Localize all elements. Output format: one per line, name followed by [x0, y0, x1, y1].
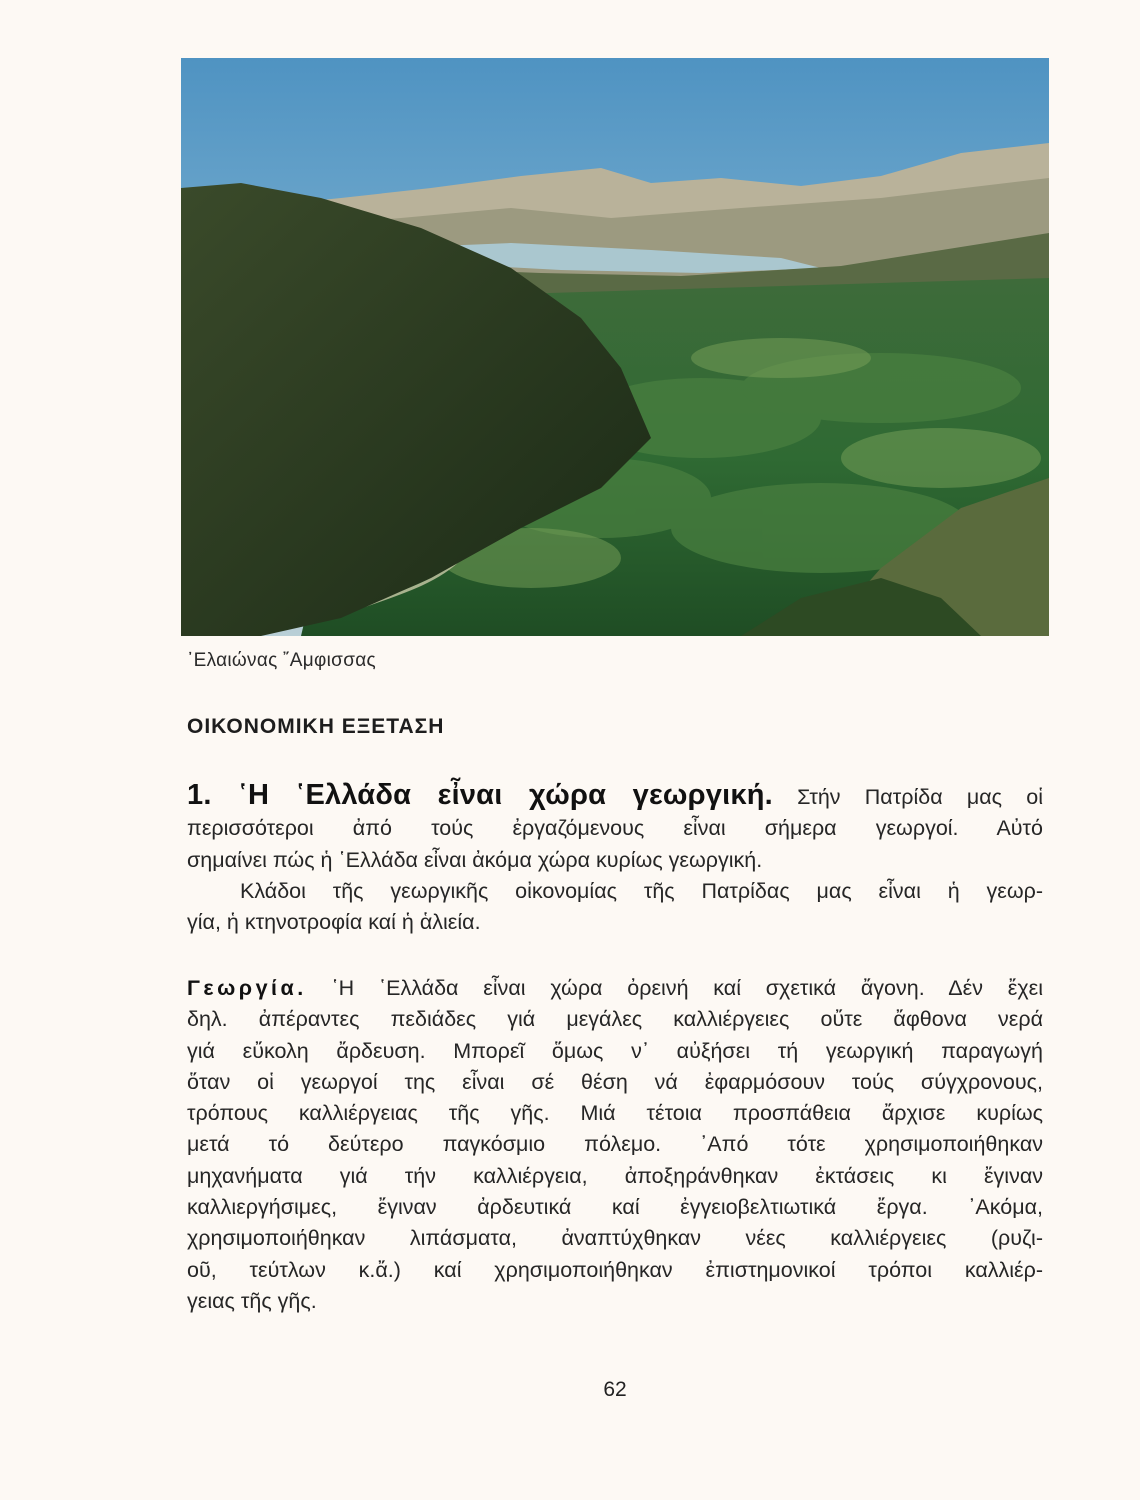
landscape-photo	[181, 58, 1049, 636]
paragraph2-line1	[187, 973, 1043, 1004]
paragraph2-line5: τρόπους καλλιέργειας τῆς γῆς. Μιά τέτοια προσπάθεια ἄρχισε κυρίως	[187, 1101, 1043, 1126]
paragraph2-line8: καλλιεργήσιμες, ἔγιναν ἀρδευτικά καί ἐγγειοβελτιωτικά ἔργα. ᾽Ακόμα,	[187, 1195, 1043, 1220]
paragraph2-line1-text: ῾Η ῾Ελλάδα εἶναι χώρα ὀρεινή καί σχετικά ἄγονη. Δέν ἔχει	[331, 976, 1043, 1000]
paragraph1-line1	[187, 780, 1043, 813]
paragraph2-line10: οῦ, τεύτλων κ.ἄ.) καί χρησιμοποιήθηκαν ἐπιστημονικοί τρόποι καλλιέρ-	[187, 1257, 1043, 1282]
paragraph1-line1-text: Στήν Πατρίδα μας οἱ	[797, 785, 1043, 809]
paragraph2-line4: ὅταν οἱ γεωργοί της εἶναι σέ θέση νά ἐφαρμόσουν τούς σύγχρονους,	[187, 1069, 1043, 1094]
paragraph2-line9: χρησιμοποιήθηκαν λιπάσματα, ἀναπτύχθηκαν νέες καλλιέργειες (ρυζι-	[187, 1226, 1043, 1251]
paragraph1-line3: σημαίνει πώς ἡ ῾Ελλάδα εἶναι ἀκόμα χώρα κυρίως γεωργική.	[187, 847, 763, 872]
paragraph2-line3: γιά εὔκολη ἄρδευση. Μπορεῖ ὅμως ν᾽ αὐξήσει τή γεωργική παραγωγή	[187, 1038, 1043, 1063]
paragraph2-line11: γειας τῆς γῆς.	[187, 1288, 317, 1313]
paragraph2-line7: μηχανήματα γιά τήν καλλιέργεια, ἀποξηράνθηκαν ἐκτάσεις κι ἔγιναν	[187, 1163, 1043, 1188]
paragraph2-line6: μετά τό δεύτερο παγκόσμιο πόλεμο. ᾽Από τότε χρησιμοποιήθηκαν	[187, 1132, 1043, 1157]
paragraph1-line2: περισσότεροι ἀπό τούς ἐργαζόμενους εἶναι σήμερα γεωργοί. Αὐτό	[187, 816, 1043, 841]
paragraph2-subheading: Γεωργία.	[187, 976, 307, 1000]
page-number: 62	[603, 1378, 627, 1401]
paragraph1-heading: 1. ῾Η ῾Ελλάδα εἶναι χώρα γεωργική.	[187, 779, 773, 811]
paragraph-agriculture-country	[187, 780, 1043, 938]
paragraph2-line2: δηλ. ἀπέραντες πεδιάδες γιά μεγάλες καλλιέργειες οὔτε ἄφθονα νερά	[187, 1007, 1043, 1032]
paragraph1-line5: γία, ἡ κτηνοτροφία καί ἡ ἁλιεία.	[187, 910, 481, 935]
paragraph-farming	[187, 973, 1043, 1317]
paragraph1-line4: Κλάδοι τῆς γεωργικῆς οἰκονομίας τῆς Πατρίδας μας εἶναι ἡ γεωρ-	[240, 878, 1043, 903]
section-title: ΟΙΚΟΝΟΜΙΚΗ ΕΞΕΤΑΣΗ	[187, 715, 445, 738]
landscape-photo-icon	[181, 58, 1049, 636]
photo-caption: ᾽Ελαιώνας ῎Αμφισσας	[187, 650, 376, 671]
